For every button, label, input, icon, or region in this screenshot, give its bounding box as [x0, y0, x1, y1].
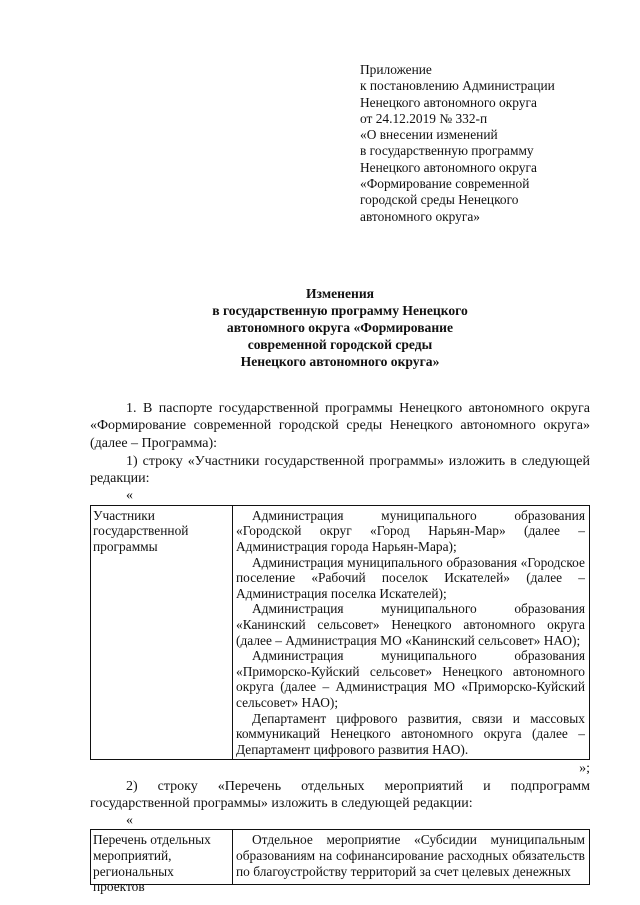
events-label — [91, 830, 233, 895]
appendix-line: в государственную программу — [360, 143, 534, 159]
appendix-line: Приложение — [360, 62, 432, 77]
quote-open: « — [126, 488, 133, 504]
appendix-line: к постановлению Администрации — [360, 78, 555, 94]
participant-entry: Администрация муниципального образования «Городское поселение «Рабочий поселок Искателей» (далее – Администрация поселка Искателей); — [236, 554, 585, 601]
title-line: в государственную программу Ненецкого — [212, 303, 468, 318]
appendix-line: «О внесении изменений — [360, 127, 498, 143]
participant-entry: Департамент цифрового развития, связи и массовых коммуникаций Ненецкого автономного округа (далее – Департамент цифрового развития НАО). — [236, 710, 585, 757]
appendix-block — [360, 62, 630, 225]
quote-close: »; — [579, 761, 590, 777]
appendix-line: Ненецкого автономного округа — [360, 159, 537, 175]
participant-entry: Администрация муниципального образования «Городской округ «Город Нарьян-Мар» (далее – Администрация города Нарьян-Мара); — [236, 507, 585, 554]
participant-entry: Администрация муниципального образования «Канинский сельсовет» Ненецкого автономного округа (далее – Администрация МО «Канинский сельсовет» НАО); — [236, 601, 585, 648]
title-line: автономного округа «Формирование — [226, 320, 454, 335]
events-label-text: Перечень отдельных мероприятий, региональных проектов — [93, 832, 211, 895]
title-line: современной городской среды — [247, 337, 433, 352]
document-title — [90, 285, 590, 370]
events-text: Отдельное мероприятие «Субсидии муниципальным образованиям на софинансирование расходных обязательств по благоустройству территорий за счет целевых денежных — [236, 832, 585, 879]
participant-entry: Администрация муниципального образования «Приморско-Куйский сельсовет» Ненецкого автономного округа (далее – Администрация МО «Приморско-Куйский сельсовет» НАО); — [236, 648, 585, 710]
appendix-line: городской среды Ненецкого — [360, 192, 519, 208]
title-line: Изменения — [305, 286, 375, 301]
participants-cell — [233, 505, 590, 760]
paragraph-3: 2) строку «Перечень отдельных мероприятий и подпрограмм государственной программы» изложить в следующей редакции: — [90, 778, 590, 811]
participants-table — [90, 505, 590, 761]
events-cell — [233, 830, 590, 885]
quote-open-2: « — [126, 813, 133, 829]
paragraph-1: 1. В паспорте государственной программы Ненецкого автономного округа «Формирование современной городской среды Ненецкого автономного округа» (далее – Программа): — [90, 401, 590, 451]
table-row — [91, 830, 590, 885]
body-text — [90, 400, 590, 895]
events-table — [90, 829, 590, 895]
appendix-line: автономного округа» — [360, 208, 480, 224]
participants-label: Участники государственной программы — [91, 505, 233, 760]
paragraph-2: 1) строку «Участники государственной программы» изложить в следующей редакции: — [90, 453, 590, 487]
appendix-line: Ненецкого автономного округа — [360, 94, 537, 110]
appendix-line: от 24.12.2019 № 332-п — [360, 110, 488, 126]
table-row — [91, 505, 590, 760]
title-line: Ненецкого автономного округа» — [240, 354, 440, 369]
appendix-line: «Формирование современной — [360, 176, 530, 192]
